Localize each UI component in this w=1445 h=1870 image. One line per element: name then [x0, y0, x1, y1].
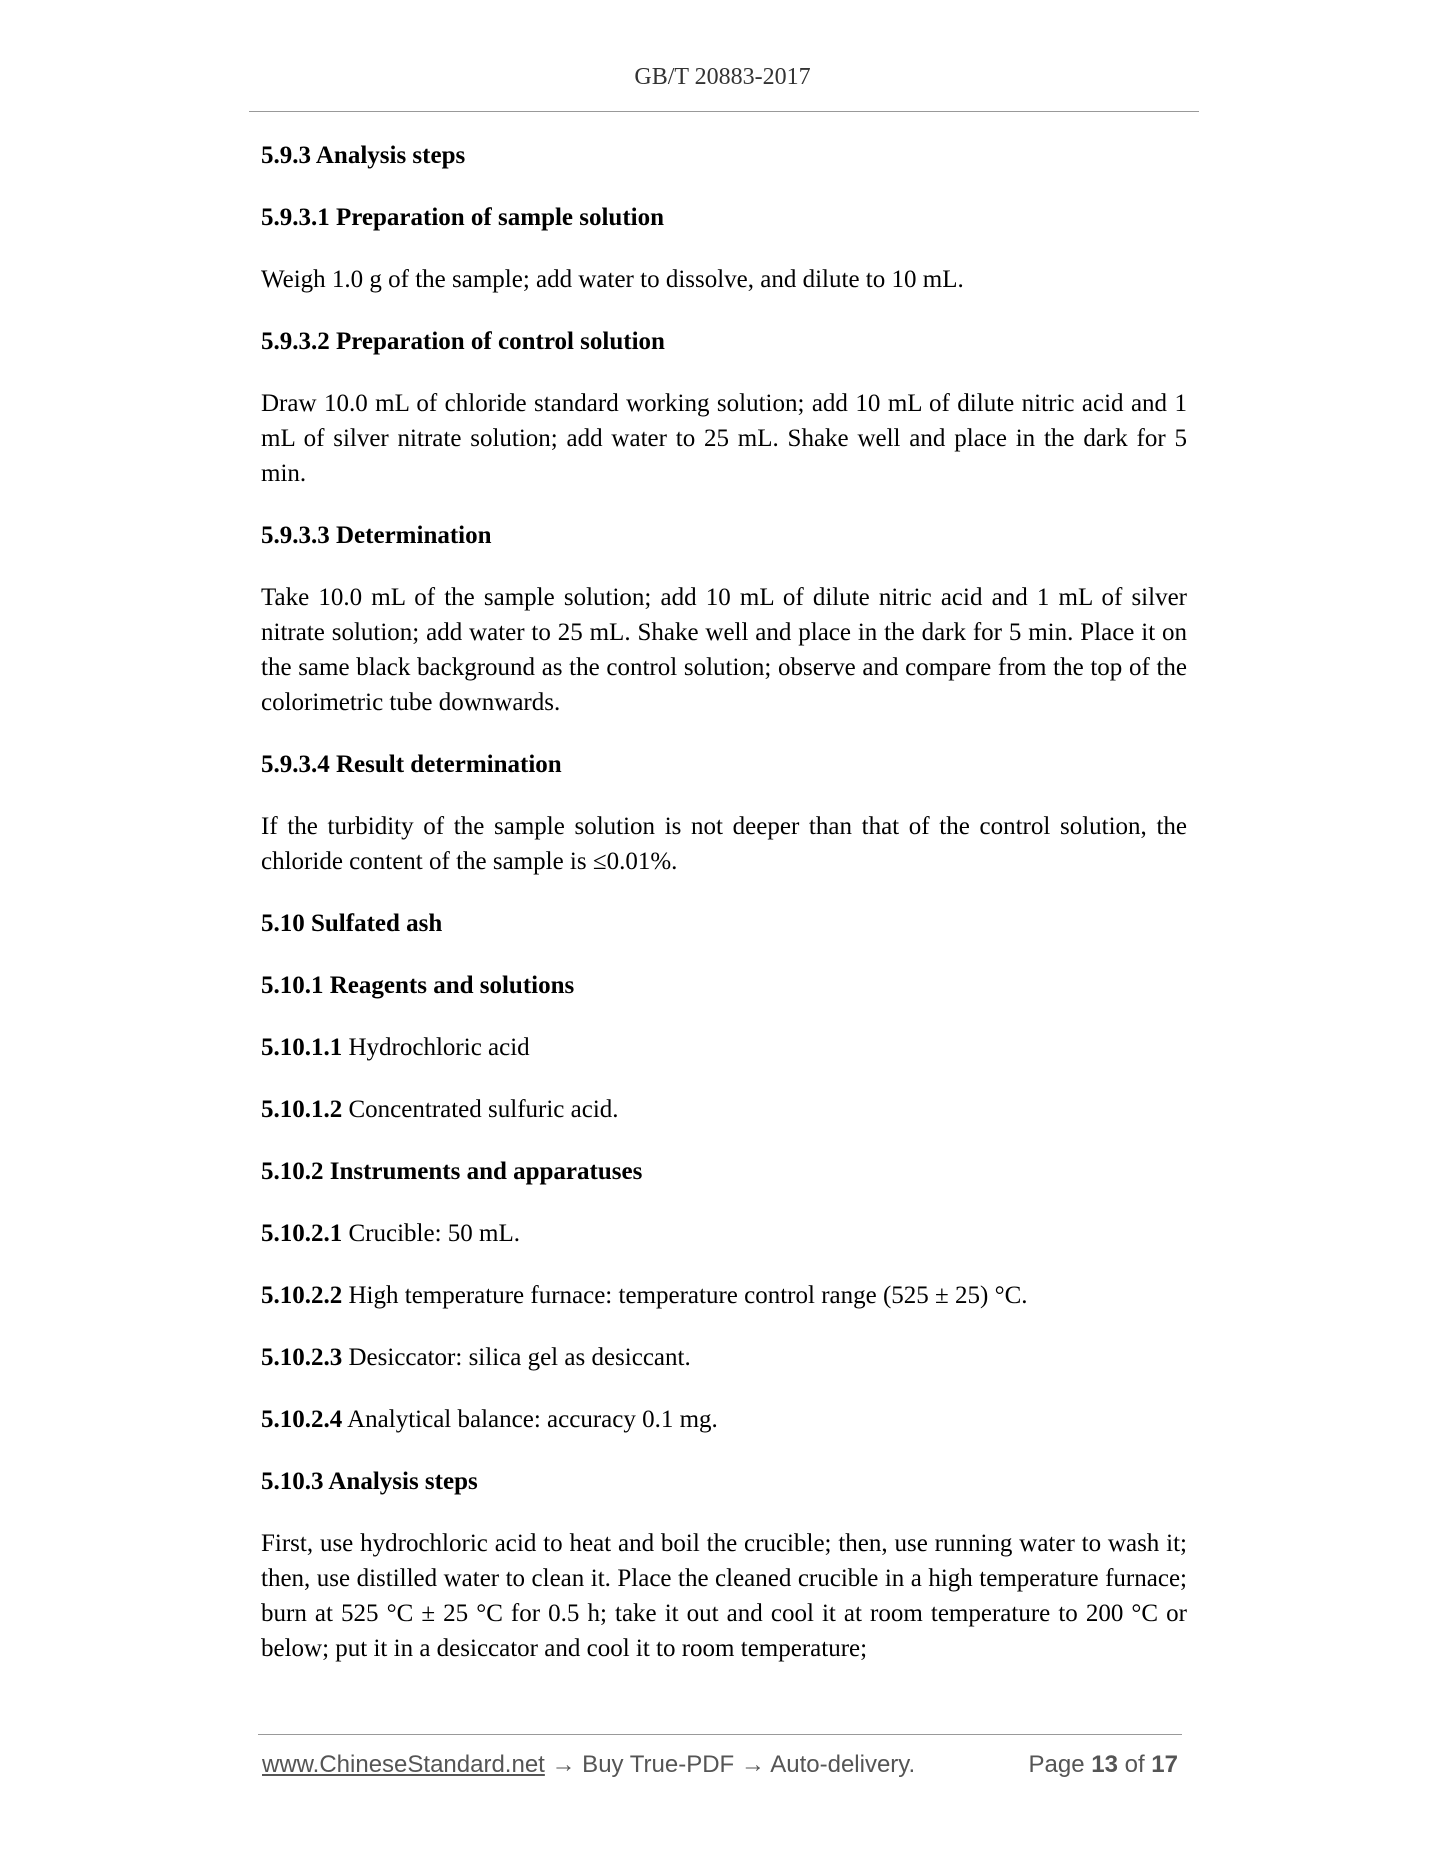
item-text: Desiccator: silica gel as desiccant. [348, 1344, 691, 1371]
item-5-10-2-3 [261, 1340, 1187, 1375]
heading-5-9-3-1: 5.9.3.1 Preparation of sample solution [261, 204, 665, 231]
heading-5-10-2: 5.10.2 Instruments and apparatuses [261, 1158, 643, 1185]
page-current: 13 [1091, 1751, 1118, 1778]
item-label: 5.10.2.1 [261, 1220, 343, 1247]
heading-5-10: 5.10 Sulfated ash [261, 910, 443, 937]
heading-5-9-3-4: 5.9.3.4 Result determination [261, 751, 562, 778]
paragraph-sample-solution: Weigh 1.0 g of the sample; add water to dissolve, and dilute to 10 mL. [261, 266, 964, 293]
page-total: 17 [1151, 1751, 1178, 1778]
footer-divider [258, 1734, 1182, 1735]
item-label: 5.10.1.2 [261, 1096, 343, 1123]
item-text: Hydrochloric acid [348, 1034, 530, 1061]
document-body [261, 138, 1187, 1693]
paragraph-result-determination: If the turbidity of the sample solution is not deeper than that of the control solution, the chloride content of the sample is ≤0.01%. [261, 813, 1187, 875]
paragraph-control-solution: Draw 10.0 mL of chloride standard working solution; add 10 mL of dilute nitric acid and 1 mL of silver nitrate solution; add water to 25 mL. Shake well and place in the dark for 5 min. [261, 390, 1187, 487]
heading-5-10-3: 5.10.3 Analysis steps [261, 1468, 478, 1495]
item-label: 5.10.2.4 [261, 1406, 343, 1433]
page-word: Page [1028, 1751, 1085, 1778]
header-divider [249, 111, 1199, 112]
item-5-10-2-1 [261, 1216, 1187, 1251]
heading-5-9-3-3: 5.9.3.3 Determination [261, 522, 492, 549]
heading-5-10-1: 5.10.1 Reagents and solutions [261, 972, 575, 999]
page-footer [262, 1751, 1182, 1783]
paragraph-determination: Take 10.0 mL of the sample solution; add 10 mL of dilute nitric acid and 1 mL of silver nitrate solution; add water to 25 mL. Shake well and place in the dark for 5 min. Place it on the same black background as the control solution; observe and compare from the top of the colorimetric tube downwards. [261, 584, 1187, 716]
page-indicator [1029, 1751, 1179, 1779]
item-5-10-1-2 [261, 1092, 1187, 1127]
item-5-10-1-1 [261, 1030, 1187, 1065]
item-text: High temperature furnace: temperature control range (525 ± 25) °C. [348, 1282, 1028, 1309]
heading-5-9-3: 5.9.3 Analysis steps [261, 142, 466, 169]
heading-5-9-3-2: 5.9.3.2 Preparation of control solution [261, 328, 665, 355]
item-text: Analytical balance: accuracy 0.1 mg. [347, 1406, 718, 1433]
footer-tagline: → Buy True-PDF → Auto-delivery. [544, 1751, 916, 1778]
item-5-10-2-4 [261, 1402, 1187, 1437]
item-label: 5.10.2.3 [261, 1344, 343, 1371]
item-label: 5.10.2.2 [261, 1282, 343, 1309]
item-5-10-2-2 [261, 1278, 1187, 1313]
item-text: Crucible: 50 mL. [348, 1220, 520, 1247]
of-word: of [1124, 1751, 1145, 1778]
paragraph-analysis-steps: First, use hydrochloric acid to heat and boil the crucible; then, use running water to wash it; then, use distilled water to clean it. Place the cleaned crucible in a high temperature furnace; burn at 525 °C ± 25 °C for 0.5 h; take it out and cool it at room temperature to 200 °C or below; put it in a desiccator and cool it to room temperature; [261, 1530, 1187, 1662]
running-header: GB/T 20883-2017 [634, 64, 811, 90]
item-text: Concentrated sulfuric acid. [348, 1096, 619, 1123]
item-label: 5.10.1.1 [261, 1034, 343, 1061]
site-link[interactable]: www.ChineseStandard.net [262, 1751, 545, 1778]
footer-promo [262, 1751, 915, 1779]
